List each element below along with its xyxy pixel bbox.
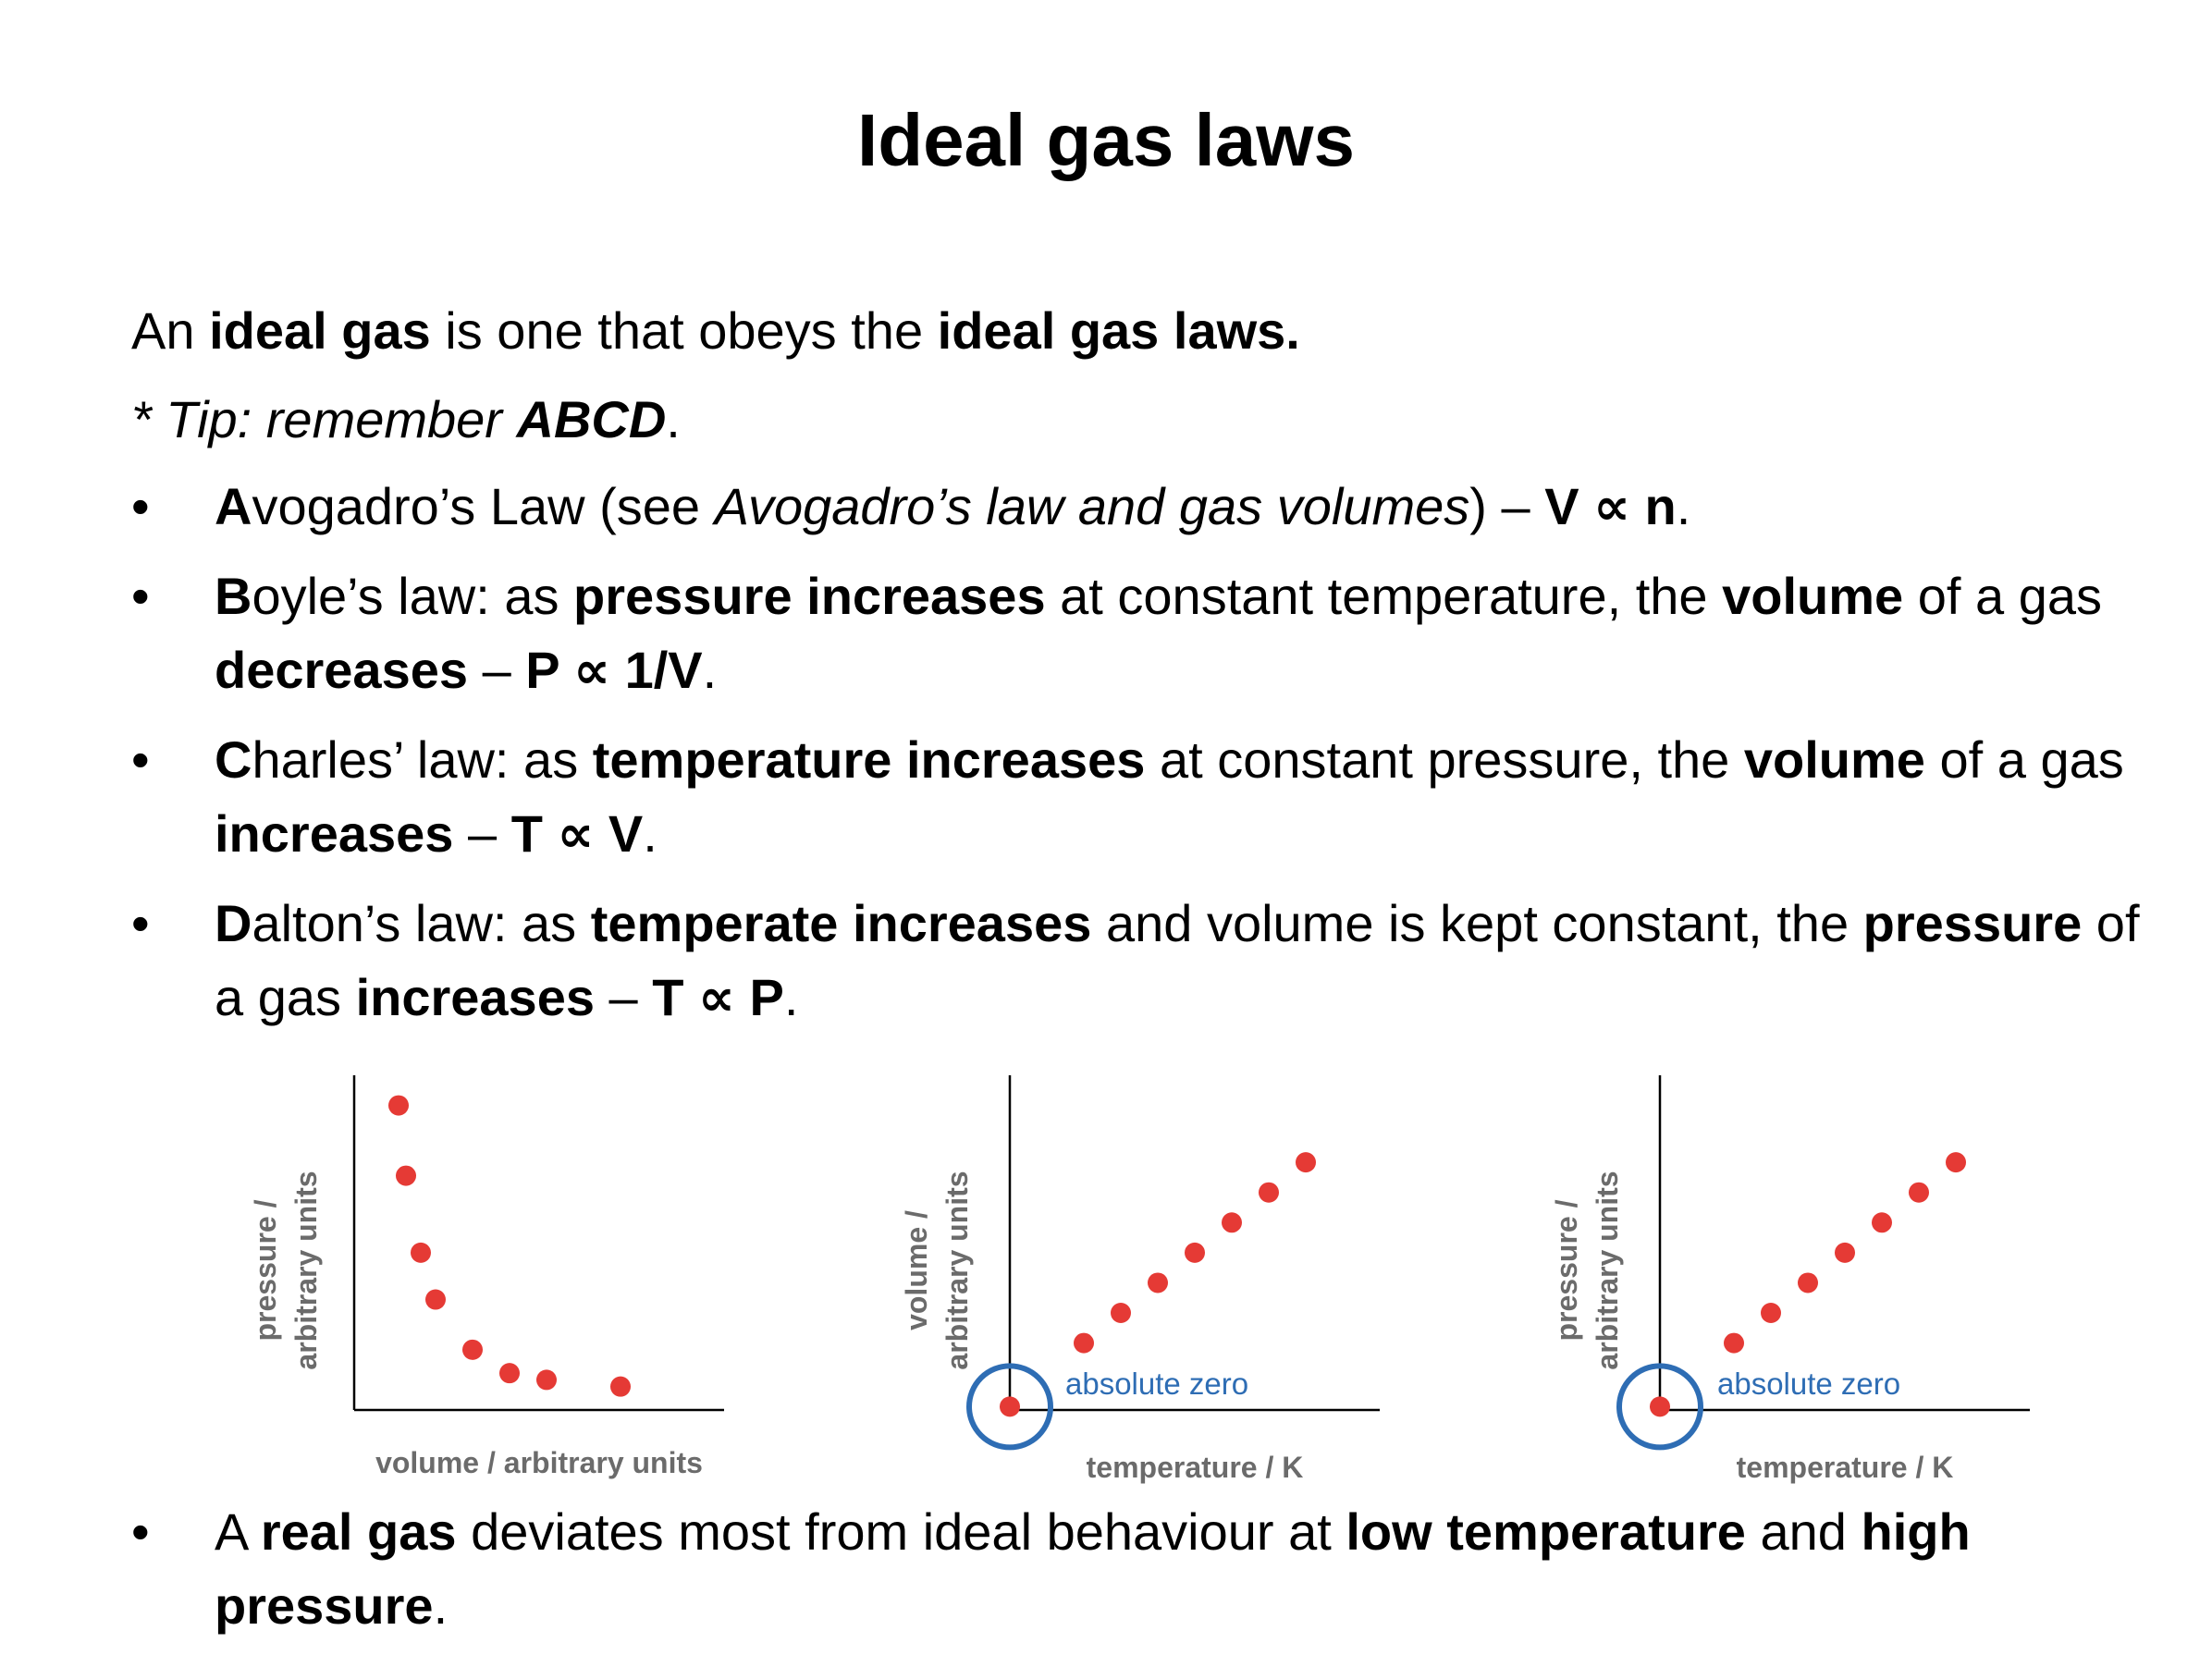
charles-text: – [453, 804, 511, 863]
data-point [1000, 1396, 1020, 1416]
tip-bold-abcd: ABCD [516, 390, 667, 448]
data-point [1185, 1243, 1205, 1263]
dalton-period: . [783, 968, 799, 1026]
dalton-letter: D [215, 894, 252, 952]
data-point [1296, 1152, 1316, 1172]
charles-text: harles’ law: as [252, 730, 593, 789]
avogadro-text: ) – [1469, 477, 1545, 535]
intro-text: is one that obeys the [430, 301, 938, 360]
x-axis-label: volume / arbitrary units [375, 1446, 703, 1479]
charles-period: . [643, 804, 657, 863]
data-point [396, 1166, 416, 1186]
boyle-text: – [468, 641, 526, 699]
data-point [1835, 1243, 1855, 1263]
intro-text: An [131, 301, 210, 360]
data-point [1946, 1152, 1966, 1172]
boyle-bold: decreases [215, 641, 469, 699]
absolute-zero-label: absolute zero [1065, 1367, 1249, 1401]
avogadro-text: vogadro’s Law (see [252, 477, 715, 535]
data-point [499, 1363, 520, 1383]
dalton-text: – [595, 968, 653, 1026]
data-point [536, 1369, 557, 1390]
data-point [425, 1290, 446, 1310]
y-axis-label: arbitrary units [940, 1171, 974, 1370]
boyle-bold: pressure increases [573, 567, 1046, 625]
x-axis-label: temperature / K [1736, 1451, 1954, 1484]
boyle-text: of a gas [1903, 567, 2102, 625]
charles-relation: T ∝ V [510, 804, 644, 863]
absolute-zero-label: absolute zero [1717, 1367, 1901, 1401]
charles-bold: volume [1743, 730, 1925, 789]
data-point [411, 1243, 431, 1263]
data-point [1222, 1212, 1242, 1232]
gas-law-plots [0, 1063, 2212, 1489]
dalton-text: of a gas [215, 894, 2140, 1026]
y-axis-label: pressure / [249, 1199, 282, 1342]
x-axis-label: temperature / K [1086, 1451, 1304, 1484]
avogadro-reference: Avogadro’s law and gas volumes [714, 477, 1470, 535]
realgas-text: and [1745, 1502, 1862, 1561]
data-point [1259, 1183, 1279, 1203]
charles-text: of a gas [1924, 730, 2124, 789]
bullet-dot: • [131, 477, 150, 535]
y-axis-label: arbitrary units [1591, 1171, 1624, 1370]
y-axis-label: pressure / [1550, 1199, 1583, 1342]
charles-text: at constant pressure, the [1145, 730, 1744, 789]
bullet-dot: • [131, 894, 150, 952]
data-point [1148, 1272, 1168, 1293]
y-axis-label: arbitrary units [289, 1171, 323, 1370]
dalton-relation: T ∝ P [652, 968, 784, 1026]
slide-title: Ideal gas laws [856, 99, 1356, 181]
dalton-text: and volume is kept constant, the [1091, 894, 1863, 952]
boyle-relation: P ∝ 1/V [525, 641, 703, 699]
tip-period: . [666, 390, 681, 448]
data-point [1111, 1303, 1131, 1323]
data-point [610, 1377, 631, 1397]
charles-bold: increases [215, 804, 454, 863]
data-point [388, 1096, 409, 1116]
dalton-bold: pressure [1862, 894, 2083, 952]
data-point [1724, 1333, 1744, 1354]
intro-bold-ideal-gas: ideal gas [209, 301, 431, 360]
realgas-period: . [433, 1576, 449, 1635]
charles-bold: temperature increases [592, 730, 1146, 789]
charles-letter: C [215, 730, 252, 789]
boyle-bold: volume [1722, 567, 1904, 625]
avogadro-letter: A [215, 477, 252, 535]
data-point [1074, 1333, 1094, 1354]
dalton-bold: increases [355, 968, 595, 1026]
boyle-text: oyle’s law: as [252, 567, 574, 625]
realgas-bold: real gas [260, 1502, 457, 1561]
boyle-letter: B [215, 567, 252, 625]
realgas-bold: high pressure [215, 1502, 1971, 1635]
data-point [462, 1340, 483, 1360]
data-point [1761, 1303, 1781, 1323]
data-point [1909, 1183, 1929, 1203]
realgas-text: A [215, 1502, 261, 1561]
dalton-bold: temperate increases [590, 894, 1092, 952]
bullet-dot: • [131, 730, 150, 789]
avogadro-period: . [1676, 477, 1691, 535]
avogadro-relation: V ∝ n [1544, 477, 1677, 535]
realgas-text: deviates most from ideal behaviour at [456, 1502, 1346, 1561]
boyle-period: . [702, 641, 718, 699]
data-point [1650, 1396, 1670, 1416]
boyle-text: at constant temperature, the [1045, 567, 1723, 625]
data-point [1798, 1272, 1818, 1293]
data-point [1872, 1212, 1892, 1232]
intro-bold-ideal-gas-laws: ideal gas laws. [937, 301, 1300, 360]
intro-paragraph [131, 294, 1300, 368]
y-axis-label: volume / [900, 1210, 933, 1330]
tip-text: * Tip: remember [131, 390, 517, 448]
bullet-dot: • [131, 567, 150, 625]
tip-paragraph [131, 383, 681, 457]
bullet-dot: • [131, 1502, 150, 1561]
dalton-text: alton’s law: as [252, 894, 591, 952]
realgas-bold: low temperature [1346, 1502, 1746, 1561]
